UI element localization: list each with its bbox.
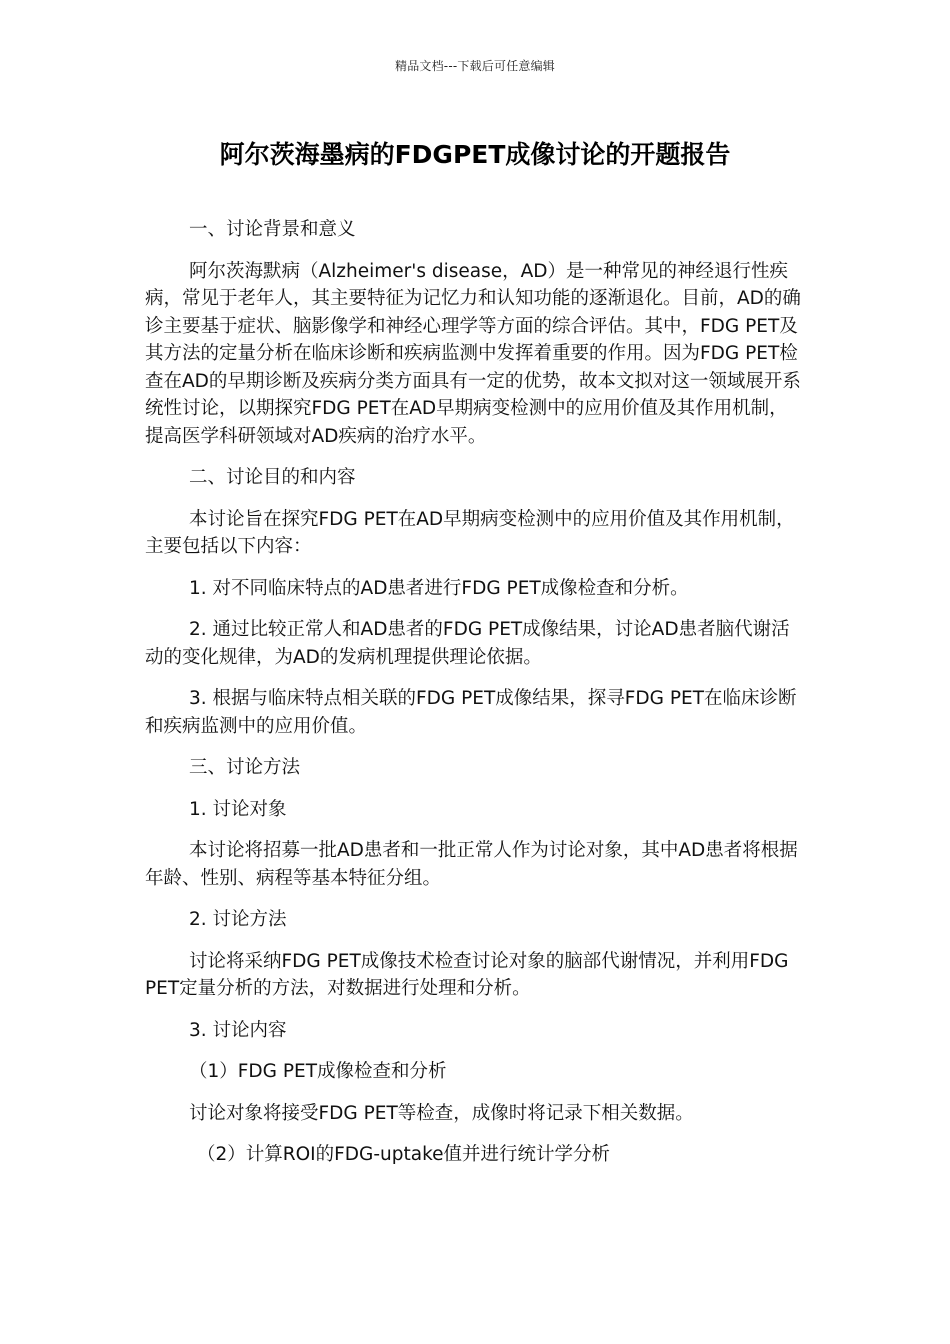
section-1-heading: 一、讨论背景和意义 bbox=[189, 219, 356, 240]
section-3-sub-1-heading: 1. 讨论对象 bbox=[189, 798, 287, 820]
section-3-sub-1-text: 本讨论将招募一批AD患者和一批正常人作为讨论对象，其中AD患者将根据年龄、性别、病程等基本特征分组。 bbox=[145, 840, 798, 889]
section-3-sub-2-text: 讨论将采纳FDG PET成像技术检查讨论对象的脑部代谢情况，并利用FDG PET定量分析的方法，对数据进行处理和分析。 bbox=[145, 950, 789, 999]
document-body bbox=[145, 216, 805, 1183]
section-1-paragraph: 阿尔茨海默病（Alzheimer's disease，AD）是一种常见的神经退行性疾病，常见于老年人，其主要特征为记忆力和认知功能的逐渐退化。目前，AD的确诊主要基于症状、脑影像学和神经心理学等方面的综合评估。其中，FDG PET及其方法的定量分析在临床诊断和疾病监测中发挥着重要的作用。因为FDG PET检查在AD的早期诊断及疾病分类方面具有一定的优势，故本文拟对这一领域展开系统性讨论，以期探究FDG PET在AD早期病变检测中的应用价值及其作用机制，提高医学科研领域对AD疾病的治疗水平。 bbox=[145, 260, 801, 447]
section-3-sub-2-heading: 2. 讨论方法 bbox=[189, 909, 287, 930]
section-2-item-3: 3. 根据与临床特点相关联的FDG PET成像结果，探寻FDG PET在临床诊断和疾病监测中的应用价值。 bbox=[145, 688, 797, 737]
section-2-intro: 本讨论旨在探究FDG PET在AD早期病变检测中的应用价值及其作用机制，主要包括以下内容： bbox=[145, 508, 795, 557]
page-header-watermark: 精品文档---下载后可任意编辑 bbox=[395, 59, 555, 73]
section-2-heading: 二、讨论目的和内容 bbox=[189, 467, 356, 488]
section-2-item-2: 2. 通过比较正常人和AD患者的FDG PET成像结果，讨论AD患者脑代谢活动的变化规律，为AD的发病机理提供理论依据。 bbox=[145, 619, 790, 668]
section-3-sub-3-heading: 3. 讨论内容 bbox=[189, 1019, 287, 1041]
section-2-item-1: 1. 对不同临床特点的AD患者进行FDG PET成像检查和分析。 bbox=[189, 577, 689, 599]
section-3-sub-3-item-1-text: 讨论对象将接受FDG PET等检查，成像时将记录下相关数据。 bbox=[189, 1102, 694, 1124]
section-3-heading: 三、讨论方法 bbox=[189, 757, 301, 778]
section-3-sub-3-item-1-heading: （1）FDG PET成像检查和分析 bbox=[189, 1061, 447, 1082]
document-title: 阿尔茨海墨病的FDGPET成像讨论的开题报告 bbox=[219, 140, 731, 169]
section-3-sub-3-item-2-heading: （2）计算ROI的FDG-uptake值并进行统计学分析 bbox=[197, 1144, 611, 1165]
